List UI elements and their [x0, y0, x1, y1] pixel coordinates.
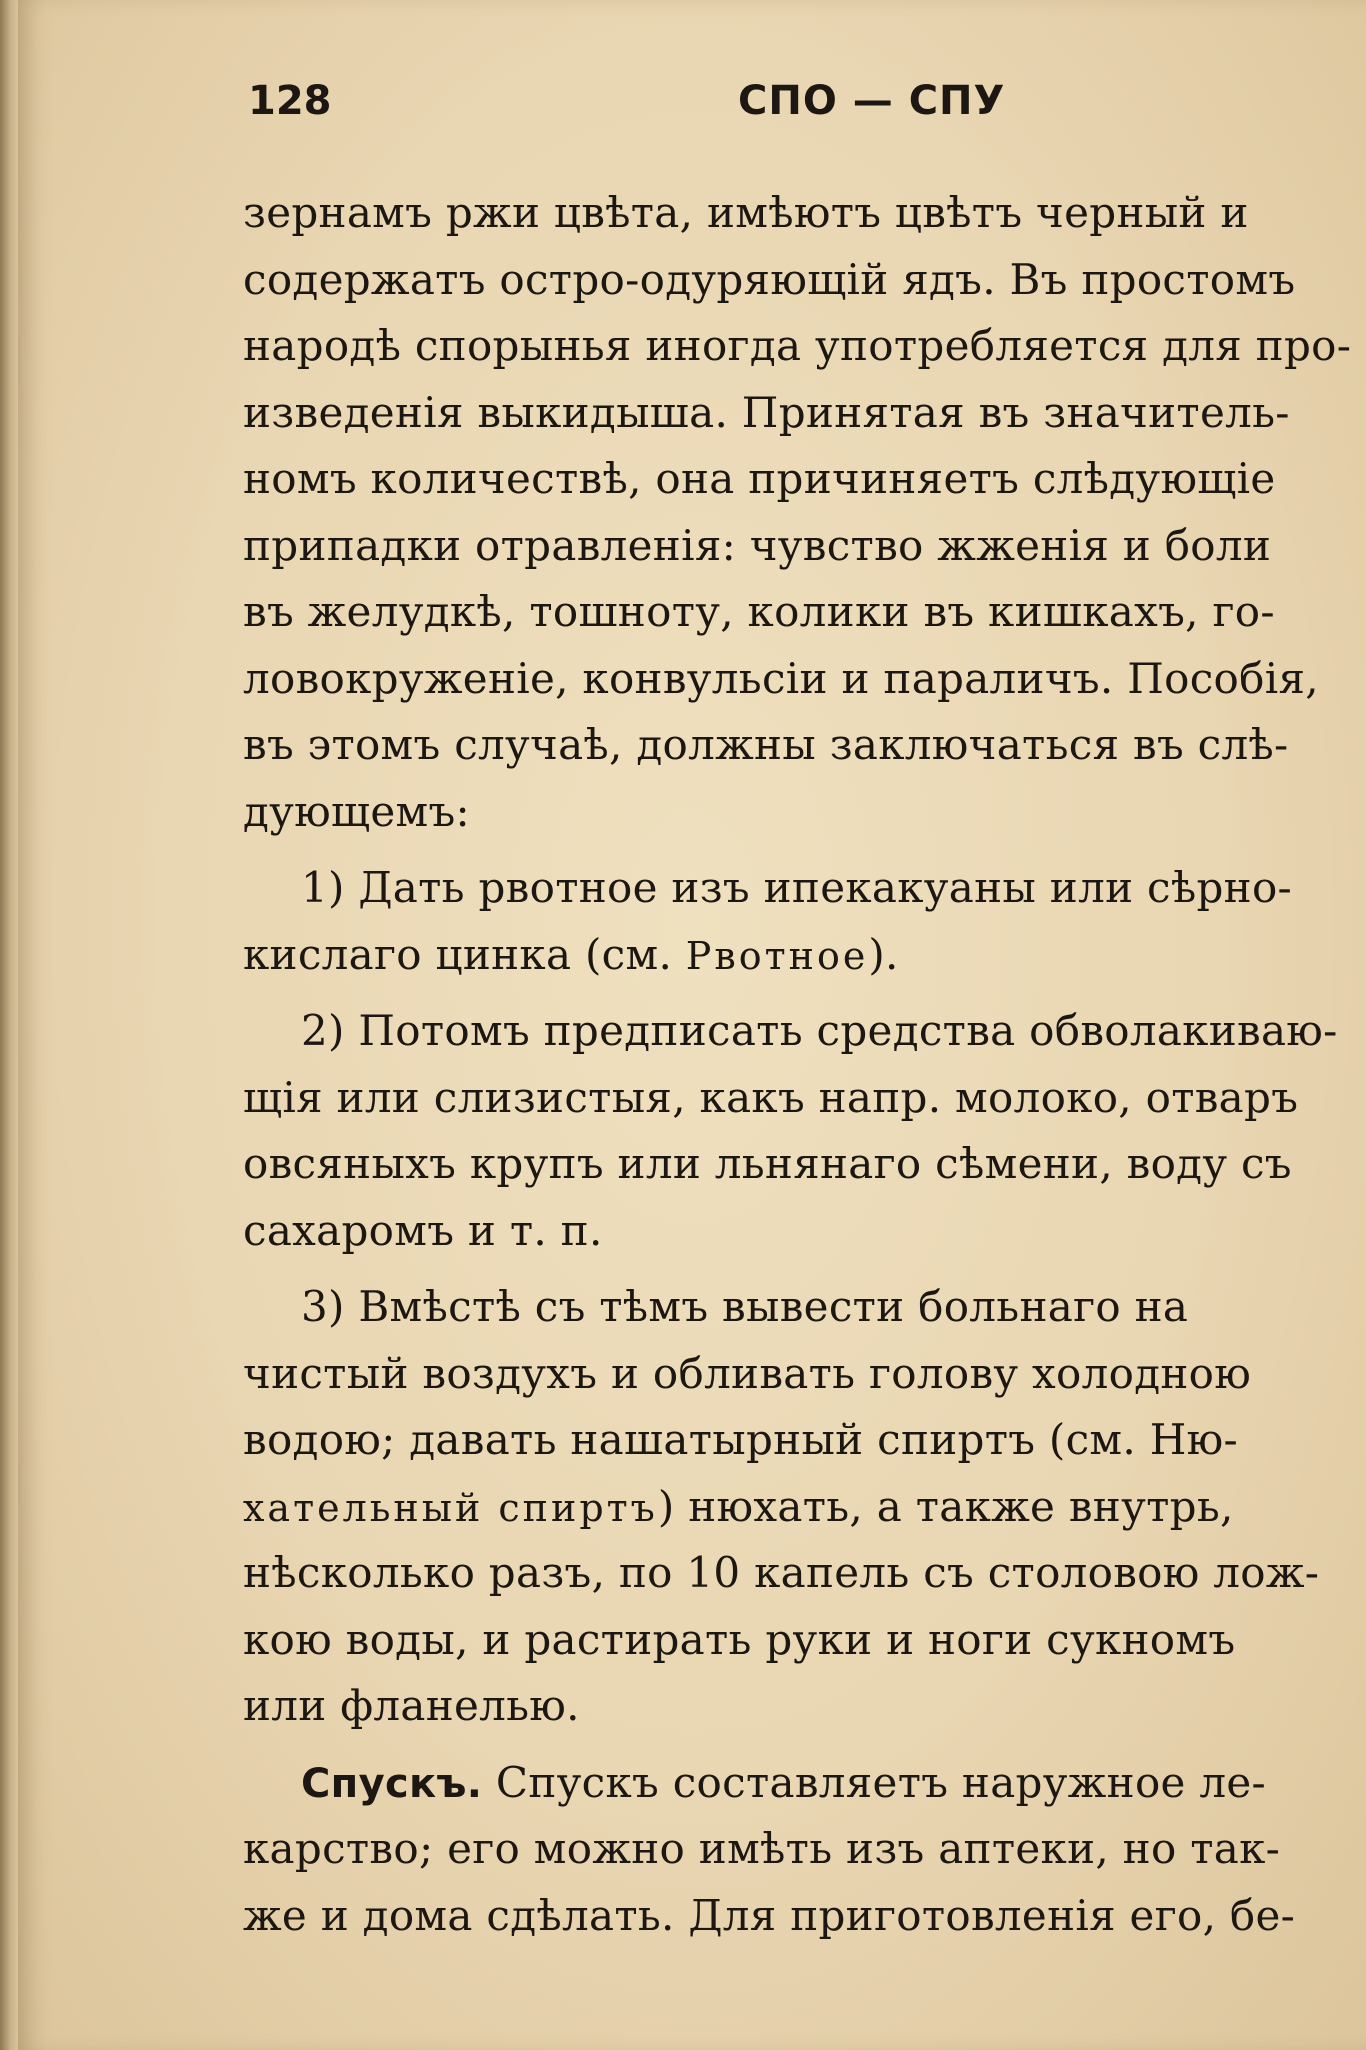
text-line: кою воды, и растирать руки и ноги сукномъ [243, 1614, 1236, 1664]
text-line: ловокруженіе, конвульсіи и параличъ. Пособія, [243, 653, 1319, 703]
text-line: номъ количествѣ, она причиняетъ слѣдующіе [243, 454, 1276, 503]
page-header [228, 78, 1346, 138]
book-page [18, 0, 1366, 2050]
text-line: въ этомъ случаѣ, должны заключаться въ слѣ- [243, 720, 1289, 769]
text-line: припадки отравленія: чувство жженія и боли [243, 520, 1272, 570]
text-line: же и дома сдѣлать. Для приготовленія его, бе- [243, 1890, 1296, 1940]
text-span: кислаго цинка (см. [243, 929, 686, 979]
numbered-item-1: 1) Дать рвотное изъ ипекакуаны или сѣрно- [301, 863, 1293, 912]
text-line: карство; его можно имѣть изъ аптеки, но так- [243, 1824, 1281, 1873]
cross-reference: Рвотное [685, 933, 869, 978]
text-line [243, 922, 1363, 989]
text-line: нѣсколько разъ, по 10 капель съ столовою лож- [243, 1548, 1320, 1597]
entry-headword: Спускъ. [301, 1760, 483, 1807]
text-line: въ желудкѣ, тошноту, колики въ кишкахъ, го- [243, 587, 1275, 636]
text-line: дующемъ: [243, 786, 470, 836]
paragraph-gap [243, 1264, 1363, 1274]
text-line: сахаромъ и т. п. [243, 1205, 603, 1255]
entry-line [243, 1750, 1363, 1817]
text-line: щія или слизистыя, какъ напр. молоко, отваръ [243, 1072, 1299, 1122]
text-span: ). [868, 929, 899, 979]
text-span: ) нюхать, а также внутрь, [657, 1481, 1234, 1531]
text-line: овсяныхъ крупъ или льнянаго сѣмени, воду съ [243, 1139, 1292, 1188]
text-line: изведенія выкидыша. Принятая въ значитель- [243, 387, 1290, 437]
text-line [243, 1474, 1363, 1541]
numbered-item-2: 2) Потомъ предписать средства обволакиваю- [301, 1006, 1338, 1055]
text-line: народѣ спорынья иногда употребляется для про- [243, 321, 1352, 370]
text-line: чистый воздухъ и обливать голову холодною [243, 1348, 1252, 1398]
text-line: зернамъ ржи цвѣта, имѣютъ цвѣтъ черный и [243, 188, 1249, 237]
text-line: содержатъ остро-одуряющій ядъ. Въ простомъ [243, 254, 1296, 304]
text-line: или фланелью. [243, 1681, 580, 1730]
paragraph-gap [243, 1740, 1363, 1750]
page-number: 128 [248, 78, 332, 124]
text-line: водою; давать нашатырный спиртъ (см. Ню- [243, 1415, 1238, 1464]
text-span: Спускъ составляетъ наружное ле- [482, 1757, 1266, 1807]
book-spine-edge [0, 0, 18, 2050]
cross-reference: хательный спиртъ [243, 1485, 658, 1530]
page-body [243, 180, 1363, 1949]
paragraph-gap [243, 988, 1363, 998]
numbered-item-3: 3) Вмѣстѣ съ тѣмъ вывести больнаго на [301, 1282, 1189, 1331]
running-head: СПО — СПУ [738, 78, 1006, 124]
paragraph-gap [243, 845, 1363, 855]
